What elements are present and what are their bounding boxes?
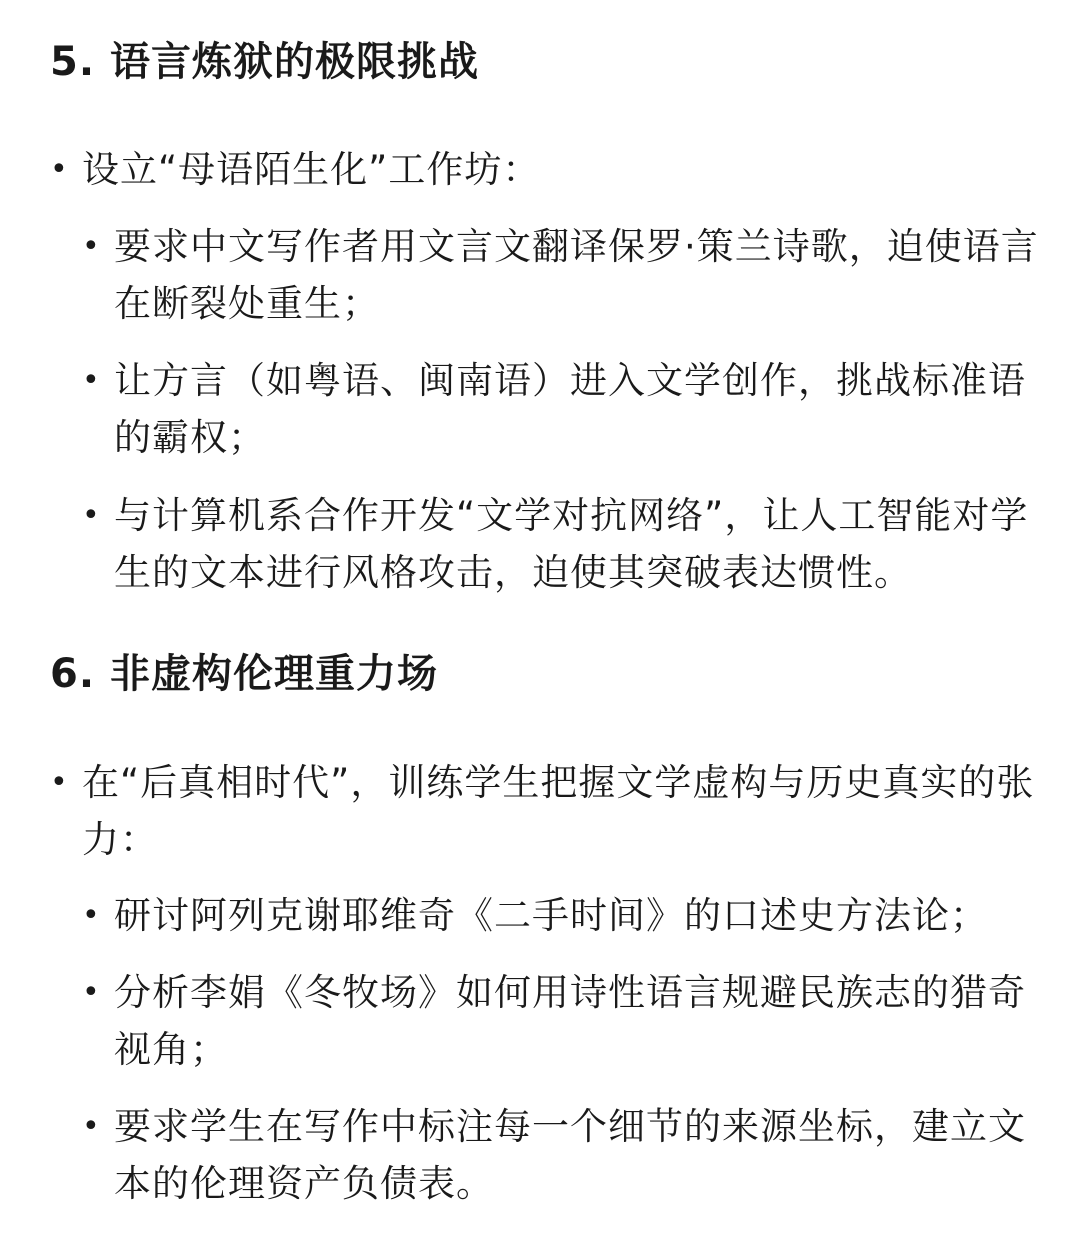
section-heading: 5. 语言炼狱的极限挑战 (50, 39, 479, 85)
bullet-icon: • (82, 975, 101, 1010)
bullet-icon: • (50, 765, 69, 800)
sub-list-item (82, 887, 1054, 944)
list-item-text: 要求学生在写作中标注每一个细节的来源坐标，建立文本的伦理资产负债表。 (114, 1105, 1026, 1205)
bullet-icon: • (82, 1109, 101, 1144)
list-item (50, 754, 1057, 868)
list-item-text: 设立“母语陌生化”工作坊： (82, 148, 541, 191)
section-heading: 6. 非虚构伦理重力场 (50, 651, 438, 697)
sub-list-item (82, 218, 1054, 332)
list-item-text: 在“后真相时代”，训练学生把握文学虚构与历史真实的张力： (82, 761, 1035, 861)
list-item (50, 141, 1057, 198)
list-item-text: 分析李娟《冬牧场》如何用诗性语言规避民族志的猎奇视角； (114, 971, 1026, 1071)
sub-list-item (82, 352, 1054, 466)
sub-list-item (82, 964, 1054, 1078)
list-item-text: 与计算机系合作开发“文学对抗网络”，让人工智能对学生的文本进行风格攻击，迫使其突破表达惯性。 (114, 494, 1029, 594)
list-item-text: 让方言（如粤语、闽南语）进入文学创作，挑战标准语的霸权； (114, 359, 1026, 459)
list-item-text: 要求中文写作者用文言文翻译保罗·策兰诗歌，迫使语言在断裂处重生； (114, 225, 1039, 325)
sub-list-item (82, 1098, 1054, 1212)
bullet-icon: • (82, 498, 101, 533)
bullet-icon: • (82, 363, 101, 398)
bullet-icon: • (82, 898, 101, 933)
list-item-text: 研讨阿列克谢耶维奇《二手时间》的口述史方法论； (114, 894, 988, 937)
bullet-icon: • (50, 152, 69, 187)
bullet-icon: • (82, 229, 101, 264)
sub-list-item (82, 487, 1054, 601)
